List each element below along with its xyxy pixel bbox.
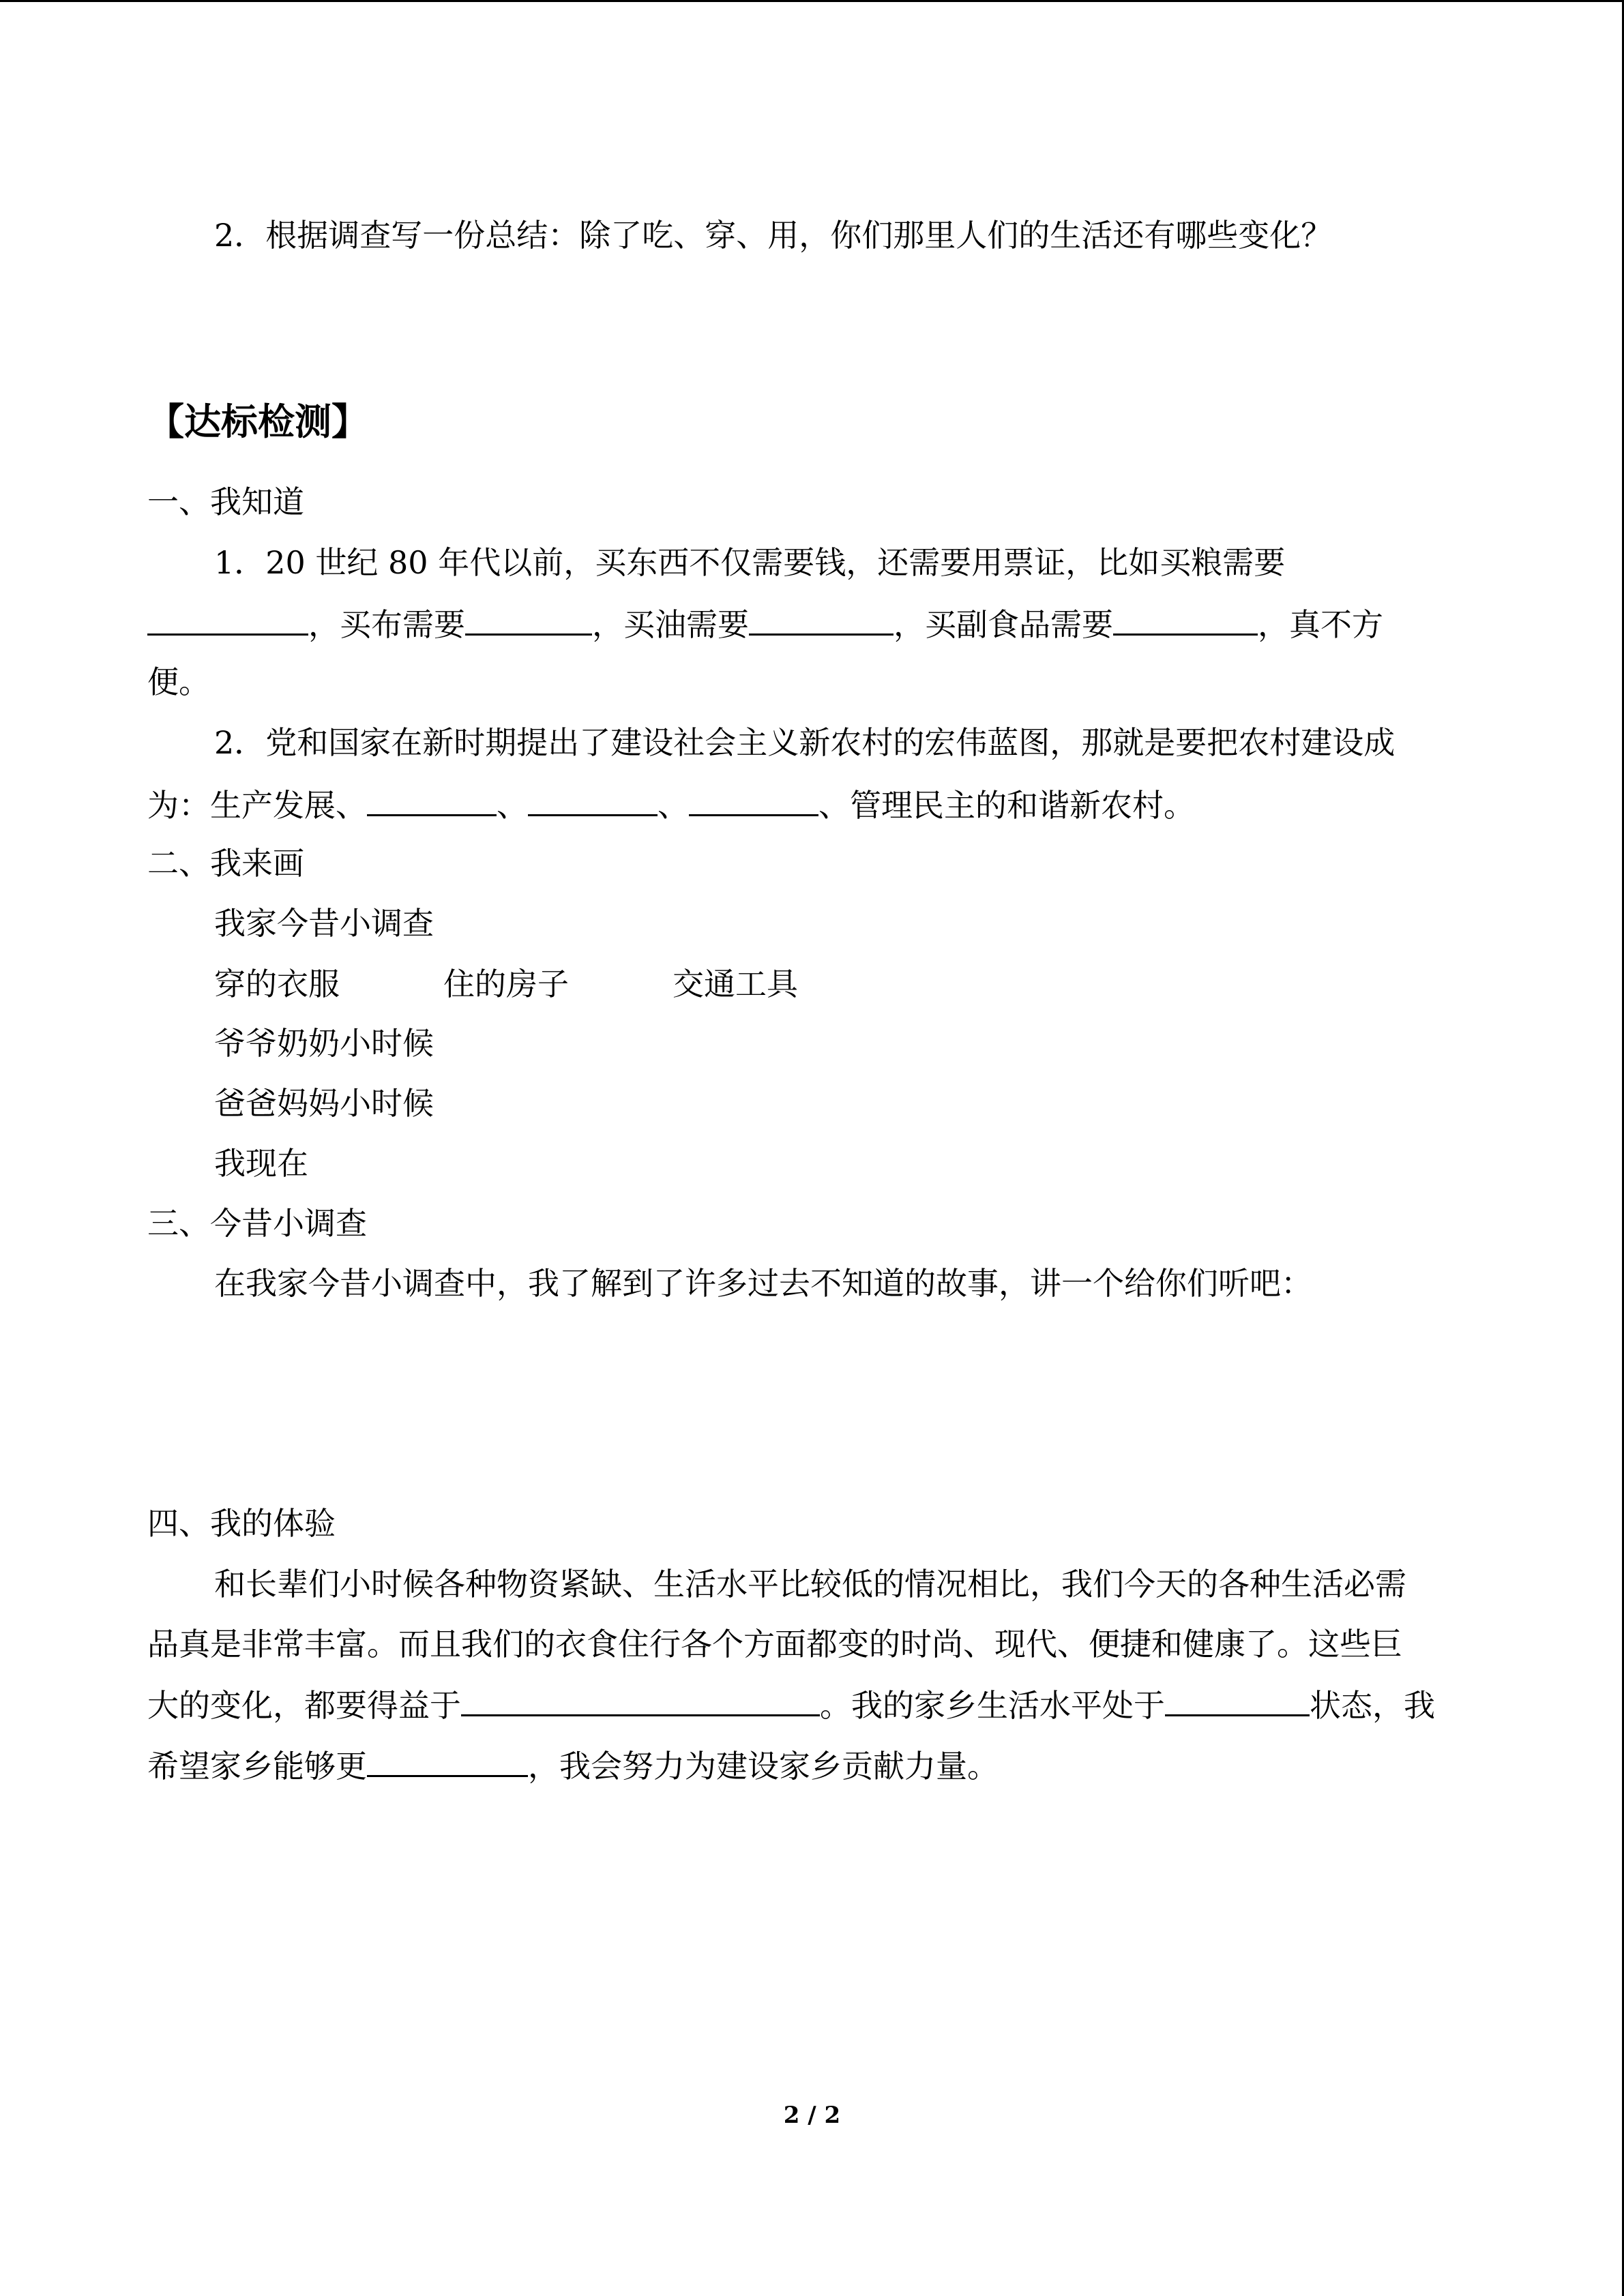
column-clothes: 穿的衣服 (214, 966, 340, 1002)
page-number: 2 / 2 (783, 2102, 841, 2129)
part1-title: 一、我知道 (147, 483, 304, 520)
survey-row-grandparents: 爷爷奶奶小时候 (214, 1025, 434, 1062)
part2-title: 二、我来画 (147, 845, 304, 882)
survey-row-me: 我现在 (214, 1145, 308, 1182)
text-end: ，我会努力为建设家乡贡献力量。 (528, 1748, 999, 1785)
part3-text: 在我家今昔小调查中，我了解到了许多过去不知道的故事，讲一个给你们听吧： (214, 1265, 1312, 1302)
blank-3[interactable] (689, 783, 818, 816)
blank-food[interactable] (1113, 602, 1258, 636)
text-mid: 。我的家乡生活水平处于 (820, 1687, 1165, 1724)
part4-title: 四、我的体验 (147, 1505, 336, 1542)
column-house: 住的房子 (443, 966, 569, 1002)
part1-q1-line2 (147, 602, 1383, 645)
text-end: 、管理民主的和谐新农村。 (818, 787, 1195, 824)
text-food: ，买副食品需要 (894, 606, 1113, 643)
blank-2[interactable] (528, 783, 658, 816)
text-start: 为：生产发展、 (147, 787, 367, 824)
text-end: ，真不方 (1258, 606, 1383, 643)
blank-1[interactable] (367, 783, 497, 816)
blank-status[interactable] (1165, 1683, 1310, 1716)
part4-line1: 和长辈们小时候各种物资紧缺、生活水平比较低的情况相比，我们今天的各种生活必需 (214, 1566, 1406, 1602)
survey-columns (214, 964, 798, 1004)
text-end: 状态，我 (1310, 1687, 1435, 1724)
blank-oil[interactable] (749, 602, 894, 636)
part4-line3 (147, 1683, 1435, 1726)
text-cloth: ，买布需要 (308, 606, 465, 643)
survey-title: 我家今昔小调查 (214, 905, 434, 942)
part1-q2-line2 (147, 783, 1195, 826)
text-oil: ，买油需要 (592, 606, 749, 643)
blank-benefit[interactable] (461, 1683, 820, 1716)
blank-cloth[interactable] (465, 602, 592, 636)
blank-grain[interactable] (147, 602, 308, 636)
text-start: 希望家乡能够更 (147, 1748, 367, 1785)
blank-hope[interactable] (367, 1744, 528, 1777)
part3-title: 三、今昔小调查 (147, 1205, 367, 1242)
text-start: 大的变化，都要得益于 (147, 1687, 461, 1724)
part4-line2: 品真是非常丰富。而且我们的衣食住行各个方面都变的时尚、现代、便捷和健康了。这些巨 (147, 1626, 1402, 1663)
part1-q2-line1: 2．党和国家在新时期提出了建设社会主义新农村的宏伟蓝图，那就是要把农村建设成 (214, 724, 1396, 761)
sep-1: 、 (497, 787, 528, 824)
column-transport: 交通工具 (673, 966, 798, 1002)
section-title: 【达标检测】 (147, 400, 368, 443)
part4-line4 (147, 1744, 999, 1787)
summary-question: 2．根据调查写一份总结：除了吃、穿、用，你们那里人们的生活还有哪些变化？ (214, 217, 1333, 254)
sep-2: 、 (658, 787, 689, 824)
part1-q1-line3: 便。 (147, 664, 210, 700)
page-border-top (0, 0, 1624, 2)
survey-row-parents: 爸爸妈妈小时候 (214, 1085, 434, 1122)
part1-q1-line1: 1．20 世纪 80 年代以前，买东西不仅需要钱，还需要用票证，比如买粮需要 (214, 544, 1286, 581)
